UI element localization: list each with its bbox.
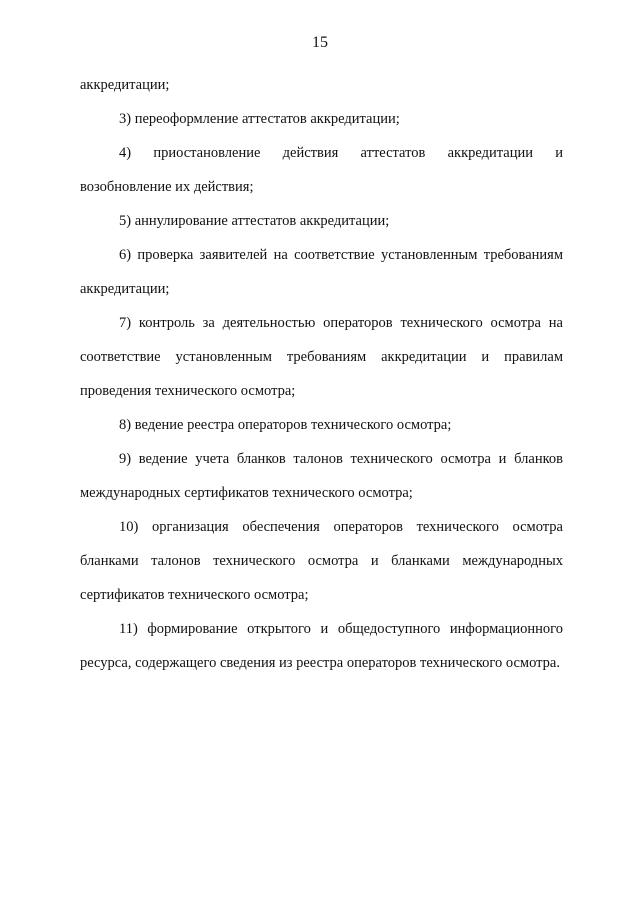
paragraph-continuation: аккредитации;	[80, 77, 170, 93]
list-item-3: 3) переоформление аттестатов аккредитации;	[119, 111, 400, 127]
list-item-8: 8) ведение реестра операторов технического осмотра;	[119, 417, 452, 433]
page-number: 15	[312, 34, 328, 51]
list-item-6: 6) проверка заявителей на соответствие установленным требованиям аккредитации;	[80, 247, 563, 297]
list-item-10: 10) организация обеспечения операторов технического осмотра бланками талонов технического осмотра и бланками международных сертификатов технического осмотра;	[80, 519, 563, 603]
list-item-11: 11) формирование открытого и общедоступного информационного ресурса, содержащего сведения из реестра операторов технического осмотра.	[80, 621, 563, 671]
list-item-7: 7) контроль за деятельностью операторов технического осмотра на соответствие установленным требованиям аккредитации и правилам проведения технического осмотра;	[80, 315, 563, 399]
document-body	[80, 68, 563, 680]
list-item-4: 4) приостановление действия аттестатов аккредитации и возобновление их действия;	[80, 145, 563, 195]
list-item-5: 5) аннулирование аттестатов аккредитации;	[119, 213, 390, 229]
list-item-9: 9) ведение учета бланков талонов технического осмотра и бланков международных сертификатов технического осмотра;	[80, 451, 563, 501]
